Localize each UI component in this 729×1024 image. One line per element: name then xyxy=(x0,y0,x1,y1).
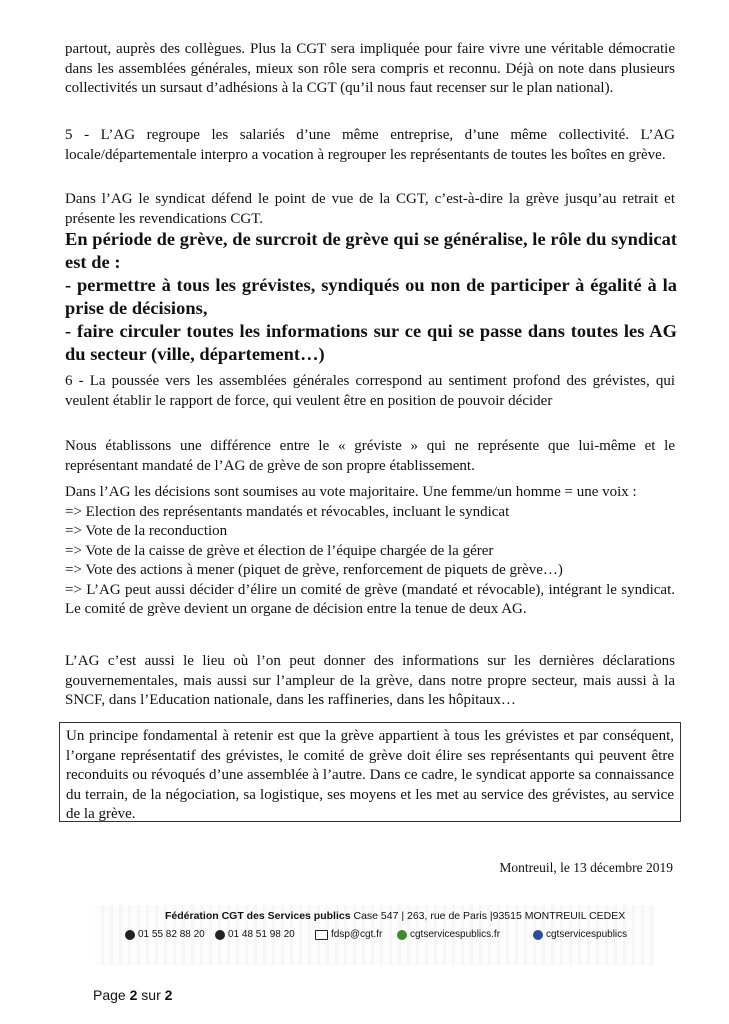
mail-icon xyxy=(315,930,328,940)
footer-contacts xyxy=(125,929,645,947)
principle-text: Un principe fondamental à retenir est que la grève appartient à tous les grévistes et par conséquent, l’organe représentatif des grévistes, le comité de grève doit élire ses représentants qui peuvent être reconduits ou révoqués d’une assemblée à l’autre. Dans ce cadre, le syndicat apporte sa connaissance du terrain, de la négociation, sa logistique, ses moyens et les met au service des grévistes, au service de la grève. xyxy=(66,728,674,822)
contact-phone xyxy=(125,929,205,940)
contact-facebook[interactable] xyxy=(533,929,627,940)
contact-web[interactable] xyxy=(397,929,500,940)
vote-item-election: => Election des représentants mandatés et révocables, incluant le syndicat xyxy=(65,503,510,520)
info-paragraph xyxy=(65,652,675,711)
contact-phone-text: 01 55 82 88 20 xyxy=(138,929,205,940)
facebook-icon xyxy=(533,930,543,940)
page-total: 2 xyxy=(164,987,173,1003)
contact-fax xyxy=(215,929,295,940)
footer-organization xyxy=(165,910,625,922)
intro-paragraph xyxy=(65,40,675,99)
distinction-text: Nous établissons une différence entre le « gréviste » qui ne représente que lui-même et le représentant mandaté de l’AG de grève de son propre établissement. xyxy=(65,438,675,474)
letterhead-footer xyxy=(95,905,655,965)
point-5-text: 5 - L’AG regroupe les salariés d’une même entreprise, d’une même collectivité. L’AG locale/départementale interpro a vocation à regrouper les représentants de toutes les boîtes en grève. xyxy=(65,127,675,163)
vote-intro: Dans l’AG les décisions sont soumises au vote majoritaire. Une femme/un homme = une voix : xyxy=(65,484,637,500)
vote-section xyxy=(65,483,675,620)
fax-icon xyxy=(215,930,225,940)
union-role-bold-block xyxy=(65,228,677,366)
page-current: 2 xyxy=(129,987,138,1003)
point-6-text: 6 - La poussée vers les assemblées générales correspond au sentiment profond des grévistes, qui veulent établir le rapport de force, qui veulent être en position de pouvoir décider xyxy=(65,373,675,409)
union-role-item-inform: - faire circuler toutes les informations sur ce qui se passe dans toutes les AG du secteur (ville, département…) xyxy=(65,321,677,364)
vote-item-reconduction: => Vote de la reconduction xyxy=(65,523,228,539)
page-separator: sur xyxy=(141,987,161,1003)
union-role-heading: En période de grève, de surcroit de grève qui se généralise, le rôle du syndicat est de : xyxy=(65,229,677,272)
web-icon xyxy=(397,930,407,940)
contact-facebook-text[interactable]: cgtservicespublics xyxy=(546,929,628,940)
page-number xyxy=(93,987,172,1003)
info-text: L’AG c’est aussi le lieu où l’on peut donner des informations sur les dernières déclarations gouvernementales, mais aussi sur l’ampleur de la grève, dans notre propre secteur, mais aussi à la SNCF, dans l’Education nationale, dans les raffineries, dans les hôpitaux… xyxy=(65,653,675,708)
principle-box xyxy=(59,722,681,822)
page-label: Page xyxy=(93,987,126,1003)
phone-icon xyxy=(125,930,135,940)
footer-org-name: Fédération CGT des Services publics xyxy=(165,910,351,922)
contact-web-text[interactable]: cgtservicespublics.fr xyxy=(410,929,501,940)
vote-item-caisse: => Vote de la caisse de grève et élection de l’équipe chargée de la gérer xyxy=(65,542,494,559)
vote-item-actions: => Vote des actions à mener (piquet de grève, renforcement de piquets de grève…) xyxy=(65,562,563,578)
contact-mail-text[interactable]: fdsp@cgt.fr xyxy=(331,929,383,940)
contact-mail[interactable] xyxy=(315,929,382,940)
intro-text: partout, auprès des collègues. Plus la CGT sera impliquée pour faire vivre une véritable démocratie dans les assemblées générales, mieux son rôle sera compris et reconnu. Déjà on note dans plusieurs collectivités un sursaut d’adhésions à la CGT (qu’il nous faut recenser sur le plan national). xyxy=(65,41,675,96)
point-6-paragraph xyxy=(65,372,675,411)
footer-address: Case 547 | 263, rue de Paris |93515 MONTREUIL CEDEX xyxy=(353,910,626,922)
contact-fax-text: 01 48 51 98 20 xyxy=(228,929,295,940)
date-signature: Montreuil, le 13 décembre 2019 xyxy=(499,860,673,875)
vote-item-comite: => L’AG peut aussi décider d’élire un comité de grève (mandaté et révocable), intégrant le syndicat. Le comité de grève devient un organe de décision entre la tenue de deux AG. xyxy=(65,581,675,617)
point-5-paragraph xyxy=(65,126,675,165)
syndicat-paragraph xyxy=(65,190,675,229)
syndicat-text: Dans l’AG le syndicat défend le point de vue de la CGT, c’est-à-dire la grève jusqu’au retrait et présente les revendications CGT. xyxy=(65,191,675,227)
distinction-paragraph xyxy=(65,437,675,476)
union-role-item-participate: - permettre à tous les grévistes, syndiqués ou non de participer à égalité à la prise de décisions, xyxy=(65,275,677,318)
